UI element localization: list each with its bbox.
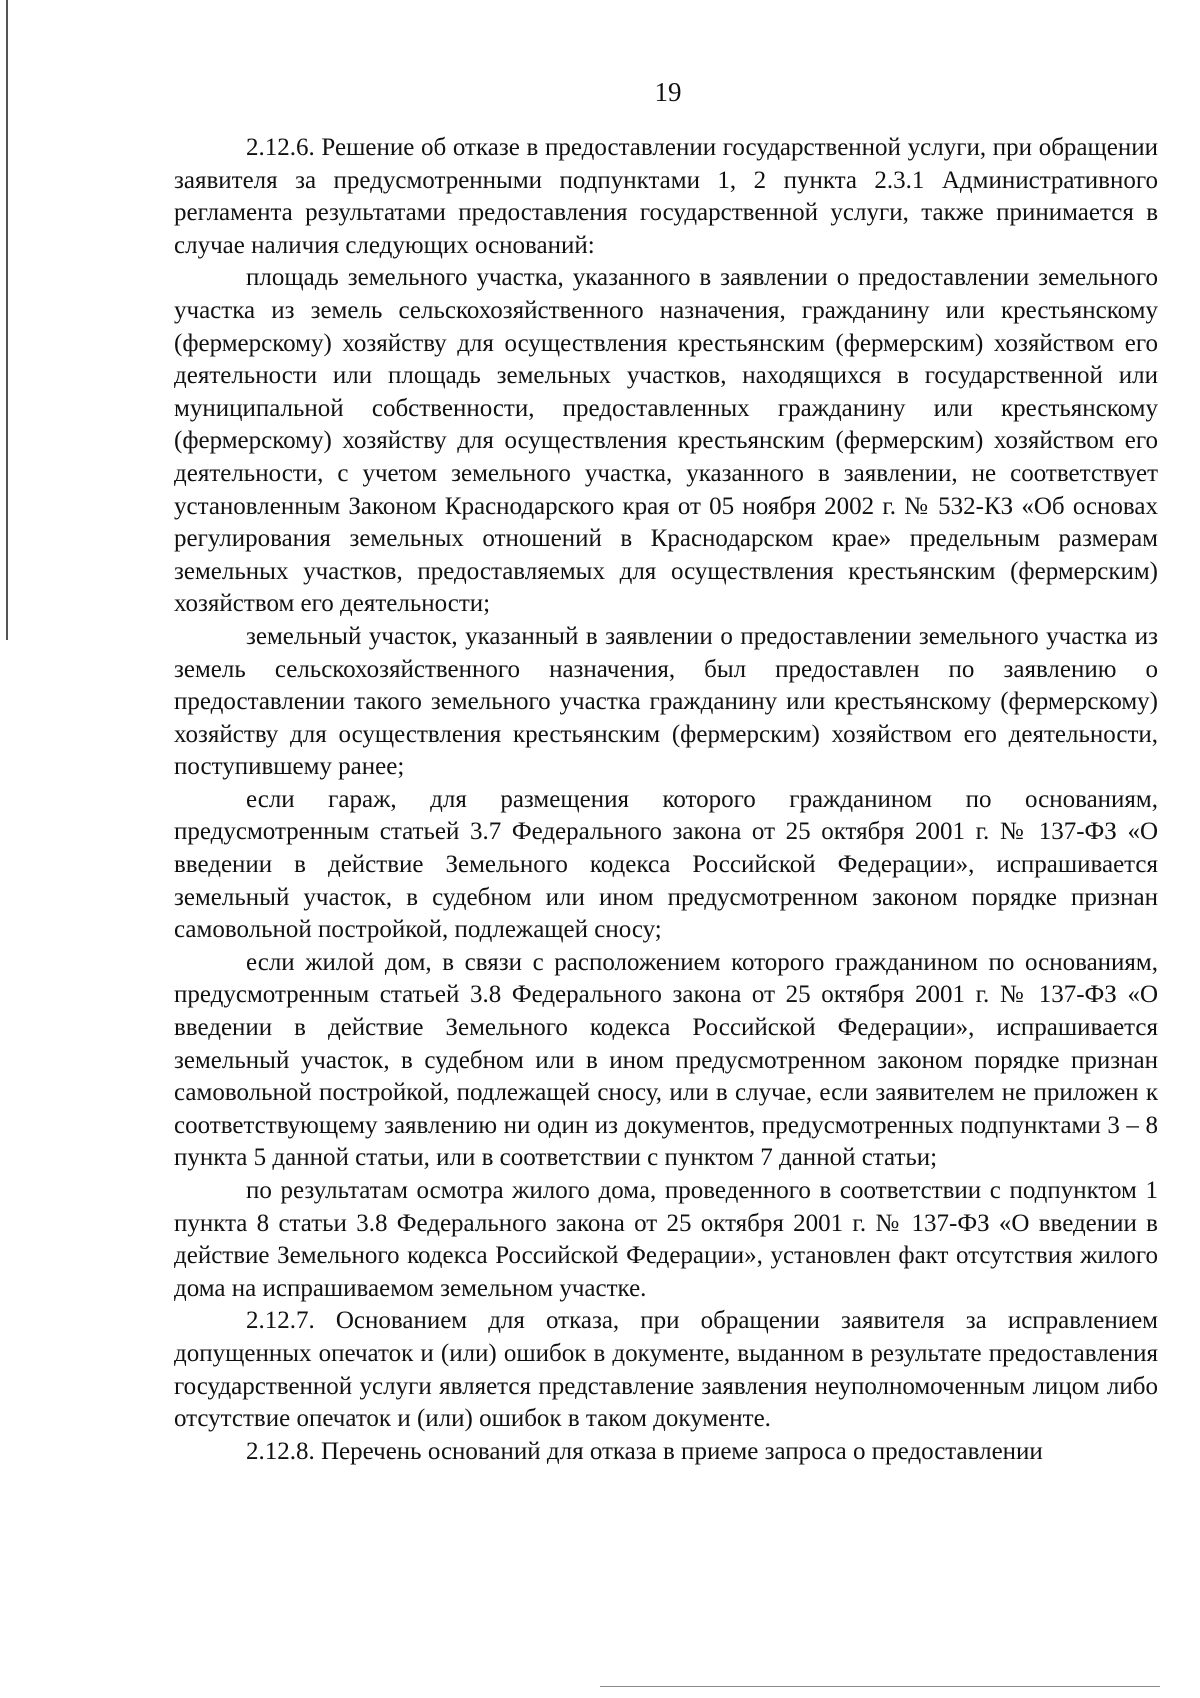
- paragraph-2-12-7: 2.12.7. Основанием для отказа, при обращении заявителя за исправлением допущенных опечаток и (или) ошибок в документе, выданном в результате предоставления государственной услуги является представление заявления неуполномоченным лицом либо отсутствие опечаток и (или) ошибок в таком документе.: [174, 1307, 1158, 1433]
- paragraph-2-12-8: 2.12.8. Перечень оснований для отказа в приеме запроса о предоставлении: [246, 1437, 1043, 1465]
- paragraph-land-provided: земельный участок, указанный в заявлении о предоставлении земельного участка из земель сельскохозяйственного назначения, был предоставлен по заявлению о предоставлении такого земельного участка гражданину или крестьянскому (фермерскому) хозяйству для осуществления крестьянским (фермерским) хозяйством его деятельности, поступившему ранее;: [174, 622, 1158, 781]
- page-number: 19: [654, 77, 682, 107]
- paragraph-inspection-results: по результатам осмотра жилого дома, проведенного в соответствии с подпунктом 1 пункта 8 статьи 3.8 Федерального закона от 25 октября 2001 г. № 137-ФЗ «О введении в действие Земельного кодекса Российской Федерации», установлен факт отсутствия жилого дома на испрашиваемом земельном участке.: [174, 1177, 1158, 1302]
- paragraph-land-area: площадь земельного участка, указанного в заявлении о предоставлении земельного участка из земель сельскохозяйственного назначения, гражданину или крестьянскому (фермерскому) хозяйству для осуществления крестьянским (фермерским) хозяйством его деятельности или площадь земельных участков, находящихся в государственной или муниципальной собственности, предоставленных гражданину или крестьянскому (фермерскому) хозяйству для осуществления крестьянским (фермерским) хозяйством его деятельности, с учетом земельного участка, указанного в заявлении, не соответствует установленным Законом Краснодарского края от 05 ноября 2002 г. № 532-КЗ «Об основах регулирования земельных отношений в Краснодарском крае» предельным размерам земельных участков, предоставляемых для осуществления крестьянским (фермерским) хозяйством его деятельности;: [174, 264, 1158, 618]
- paragraph-residential-house: если жилой дом, в связи с расположением которого гражданином по основаниям, предусмотренным статьей 3.8 Федерального закона от 25 октября 2001 г. № 137-ФЗ «О введении в действие Земельного кодекса Российской Федерации», испрашивается земельный участок, в судебном или в ином предусмотренном законом порядке признан самовольной постройкой, подлежащей сносу, или в случае, если заявителем не приложен к соответствующему заявлению ни один из документов, предусмотренных подпунктами 3 – 8 пункта 5 данной статьи, или в соответствии с пунктом 7 данной статьи;: [174, 948, 1158, 1172]
- footer-rule: [600, 1686, 1160, 1687]
- paragraph-2-12-6: 2.12.6. Решение об отказе в предоставлении государственной услуги, при обращении заявителя за предусмотренными подпунктами 1, 2 пункта 2.3.1 Административного регламента результатами предоставления государственной услуги, также принимается в случае наличия следующих оснований:: [174, 134, 1158, 259]
- document-body: [174, 132, 1158, 1468]
- paragraph-garage: если гараж, для размещения которого гражданином по основаниям, предусмотренным статьей 3.7 Федерального закона от 25 октября 2001 г. № 137-ФЗ «О введении в действие Земельного кодекса Российской Федерации», испрашивается земельный участок, в судебном или ином предусмотренном законом порядке признан самовольной постройкой, подлежащей сносу;: [174, 785, 1158, 944]
